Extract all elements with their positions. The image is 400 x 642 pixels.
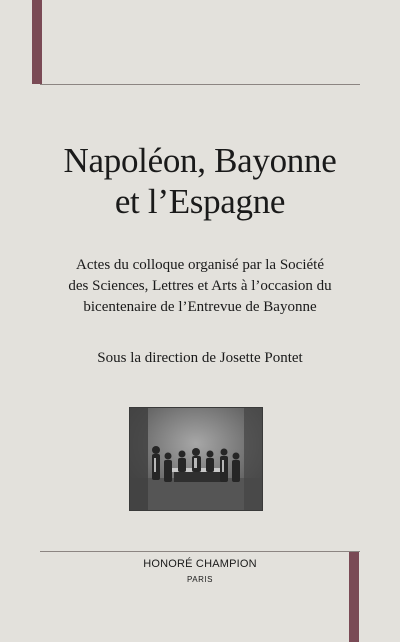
editor-credit: Sous la direction de Josette Pontet: [97, 350, 303, 366]
book-subtitle: [0, 255, 400, 318]
publisher-city: PARIS: [187, 575, 213, 584]
book-title: [0, 140, 400, 222]
subtitle-line-3: bicentenaire de l’Entrevue de Bayonne: [83, 299, 317, 315]
publisher-name: HONORÉ CHAMPION: [143, 558, 257, 570]
top-rule: [40, 84, 360, 85]
title-line-2: et l’Espagne: [114, 182, 286, 221]
bottom-rule: [40, 551, 360, 552]
top-accent-bar: [32, 0, 42, 84]
subtitle-line-1: Actes du colloque organisé par la Société: [76, 257, 324, 273]
title-line-1: Napoléon, Bayonne: [63, 141, 337, 180]
cover-illustration: [129, 407, 263, 511]
engraving-image: [130, 408, 262, 510]
subtitle-line-2: des Sciences, Lettres et Arts à l’occasion du: [68, 278, 332, 294]
